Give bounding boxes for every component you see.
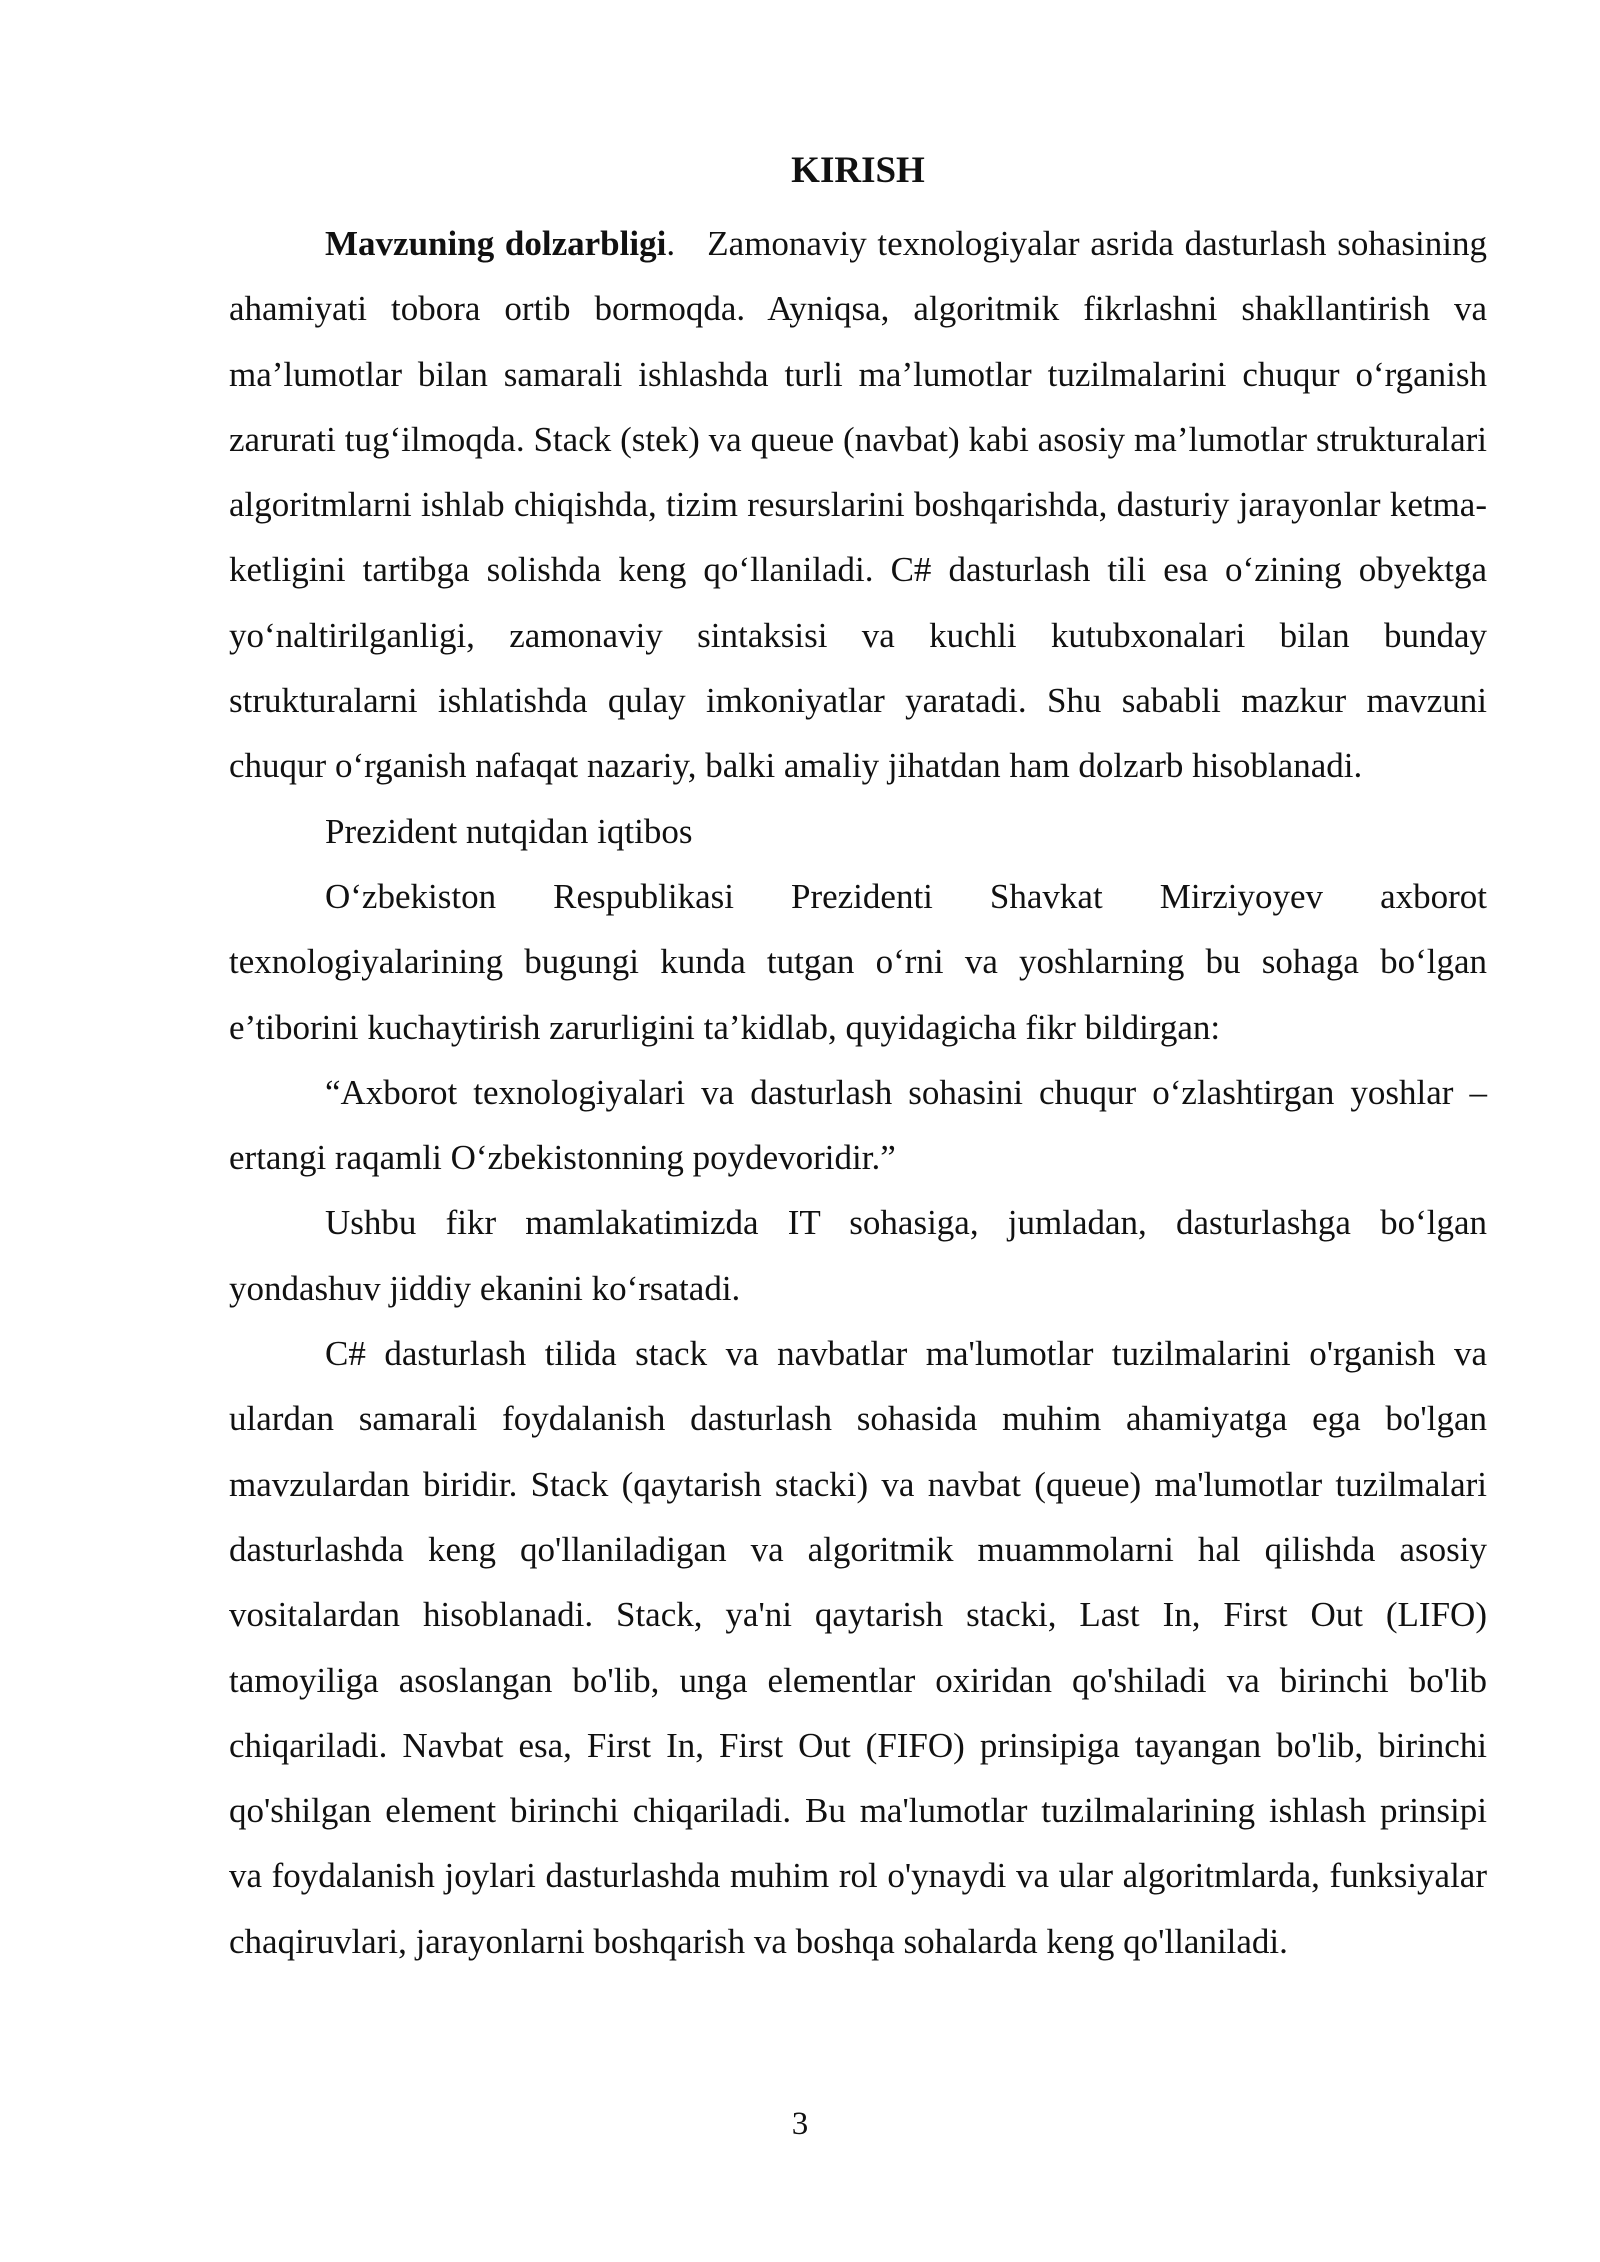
relevance-lead: Mavzuning dolzarbligi bbox=[325, 224, 667, 263]
quote-paragraph: “Axborot texnologiyalari va dasturlash sohasini chuqur o‘zlashtirgan yoshlar – ertangi raqamli O‘zbekistonning poydevoridir.” bbox=[229, 1072, 1487, 1178]
it-approach-paragraph: Ushbu fikr mamlakatimizda IT sohasiga, jumladan, dasturlashga bo‘lgan yondashuv jiddiy ekanini ko‘rsatadi. bbox=[229, 1203, 1487, 1308]
relevance-lead-punct: . bbox=[666, 224, 676, 263]
relevance-paragraph bbox=[229, 211, 1487, 799]
president-paragraph: O‘zbekiston Respublikasi Prezidenti Shavkat Mirziyoyev axborot texnologiyalarining bugungi kunda tutgan o‘rni va yoshlarning bu sohaga bo‘lgan e’tiborini kuchaytirish zarurligini ta’kidlab, quyidagicha fikr bildirgan: bbox=[229, 876, 1487, 1047]
relevance-text: Zamonaviy texnologiyalar asrida dasturlash sohasining ahamiyati tobora ortib bormoqda. Ayniqsa, algoritmik fikrlashni shakllantirish va ma’lumotlar bilan samarali ishlashda turli ma’lumotlar tuzilmalarini chuqur o‘rganish zarurati tug‘ilmoqda. Stack (stek) va queue (navbat) kabi asosiy ma’lumotlar strukturalari algoritmlarni ishlab chiqishda, tizim resurslarini boshqarishda, dasturiy jarayonlar ketma-ketligini tartibga solishda keng qo‘llaniladi. C# dasturlash tili esa o‘zining obyektga yo‘naltirilganligi, zamonaviy sintaksisi va kuchli kutubxonalari bilan bunday strukturalarni ishlatishda qulay imkoniyatlar yaratadi. Shu sababli mazkur mavzuni chuqur o‘rganish nafaqat nazariy, balki amaliy jihatdan ham dolzarb hisoblanadi. bbox=[229, 224, 1488, 786]
quote-heading-paragraph: Prezident nutqidan iqtibos bbox=[325, 811, 693, 851]
section-heading: KIRISH bbox=[791, 150, 925, 191]
stack-queue-paragraph: C# dasturlash tilida stack va navbatlar ma'lumotlar tuzilmalarini o'rganish va ulardan samarali foydalanish dasturlash sohasida muhim ahamiyatga ega bo'lgan mavzulardan biridir. Stack (qaytarish stacki) va navbat (queue) ma'lumotlar tuzilmalari dasturlashda keng qo'llaniladigan va algoritmik muammolarni hal qilishda asosiy vositalardan hisoblanadi. Stack, ya'ni qaytarish stacki, Last In, First Out (LIFO) tamoyiliga asoslangan bo'lib, unga elementlar oxiridan qo'shiladi va birinchi bo'lib chiqariladi. Navbat esa, First In, First Out (FIFO) prinsipiga tayangan bo'lib, birinchi qo'shilgan element birinchi chiqariladi. Bu ma'lumotlar tuzilmalarining ishlash prinsipi va foydalanish joylari dasturlashda muhim rol o'ynaydi va ular algoritmlarda, funksiyalar chaqiruvlari, jarayonlarni boshqarish va boshqa sohalarda keng qo'llaniladi. bbox=[229, 1334, 1487, 1961]
page-number: 3 bbox=[791, 2106, 809, 2142]
page-content bbox=[229, 146, 1487, 1974]
